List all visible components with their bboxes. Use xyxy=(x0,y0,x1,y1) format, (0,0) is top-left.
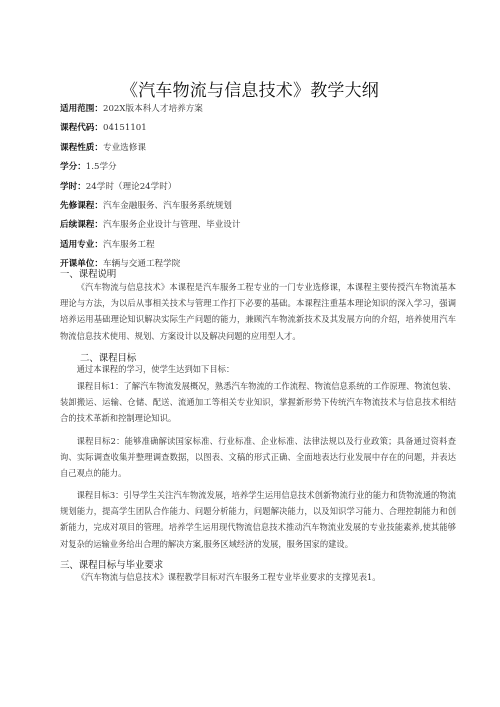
meta-key: 后续课程： xyxy=(60,220,103,231)
meta-value: 专业选修课 xyxy=(102,142,146,153)
objective-3-paragraph: 课程目标3：引导学生关注汽车物流发展，培养学生运用信息技术创新物流行业的能力和货物流通的物流规划能力，提高学生团队合作能力、问题分析能力，问题解决能力，以及知识学习能力、合理控制能力和创新能力，完成对项目的管理。培养学生运用现代物流信息技术推动汽车物流业发展的专业技能素养,使其能够对复杂的运输业务给出合理的解决方案,服务区域经济的发展，服务国家的建设。 xyxy=(60,490,456,549)
document-title: 《汽车物流与信息技术》教学大纲 xyxy=(121,81,379,101)
meta-key: 课程代码： xyxy=(60,123,103,134)
meta-key: 学分： xyxy=(60,162,86,173)
meta-key: 适用专业： xyxy=(60,239,103,250)
section-heading-course-objectives: 二、课程目标 xyxy=(80,353,137,364)
course-meta-list xyxy=(60,100,460,275)
meta-scope xyxy=(60,100,460,119)
objective-1-paragraph: 课程目标1：了解汽车物流发展概况，熟悉汽车物流的工作流程、物流信息系统的工作原理、物流包装、装卸搬运、运输、仓储、配送、流通加工等相关专业知识，掌握新形势下传统汽车物流技术与信息技术相结合的技术革新和控制理论知识。 xyxy=(60,381,456,424)
meta-value: 04151101 xyxy=(102,123,147,134)
meta-hours xyxy=(60,178,460,197)
objectives-intro: 通过本课程的学习，使学生达到如下目标： xyxy=(76,364,235,374)
section-heading-objectives-requirements: 三、课程目标与毕业要求 xyxy=(60,560,164,571)
meta-major xyxy=(60,236,460,255)
meta-key: 课程性质： xyxy=(60,142,103,153)
meta-course-type xyxy=(60,139,460,158)
meta-department xyxy=(60,255,460,274)
meta-key: 先修课程： xyxy=(60,200,103,211)
objective-2-paragraph: 课程目标2：能够准确解读国家标准、行业标准、企业标准、法律法规以及行业政策；具备通过资料查询、实际调查收集并整理调查数据，以图表、文稿的形式正确、全面地表达行业发展中存在的问题，并表达自己观点的能力。 xyxy=(60,436,456,479)
meta-prerequisites xyxy=(60,197,460,216)
meta-key: 开课单位： xyxy=(60,259,103,270)
course-description-paragraph: 《汽车物流与信息技术》本课程是汽车服务工程专业的一门专业选修课，本课程主要传授汽车物流基本理论与方法，为以后从事相关技术与管理工作打下必要的基础。本课程注重基本理论知识的深入学习，强调培养运用基础理论知识解决实际生产问题的能力，兼顾汽车物流新技术及其发展方向的介绍，培养使用汽车物流信息技术使用、规划、方案设计以及解决问题的应用型人才。 xyxy=(60,282,456,341)
meta-credits xyxy=(60,158,460,177)
meta-course-code xyxy=(60,119,460,138)
meta-value: 车辆与交通工程学院 xyxy=(102,259,181,270)
objectives-requirements-paragraph: 《汽车物流与信息技术》课程教学目标对汽车服务工程专业毕业要求的支撑见表1。 xyxy=(76,572,381,582)
meta-key: 学时： xyxy=(60,181,86,192)
meta-key: 适用范围： xyxy=(60,104,103,114)
meta-value: 汽车服务工程 xyxy=(102,239,155,250)
meta-value: 汽车金融服务、汽车服务系统规划 xyxy=(102,200,232,211)
meta-follow-up-courses xyxy=(60,216,460,235)
meta-value: 24学时（理论24学时） xyxy=(85,181,177,192)
meta-value: 1.5学分 xyxy=(85,162,117,173)
meta-value: 汽车服务企业设计与管理、毕业设计 xyxy=(102,220,241,231)
section-heading-course-description: 一、课程说明 xyxy=(60,269,117,280)
meta-value: 202X版本科人才培养方案 xyxy=(102,104,203,114)
